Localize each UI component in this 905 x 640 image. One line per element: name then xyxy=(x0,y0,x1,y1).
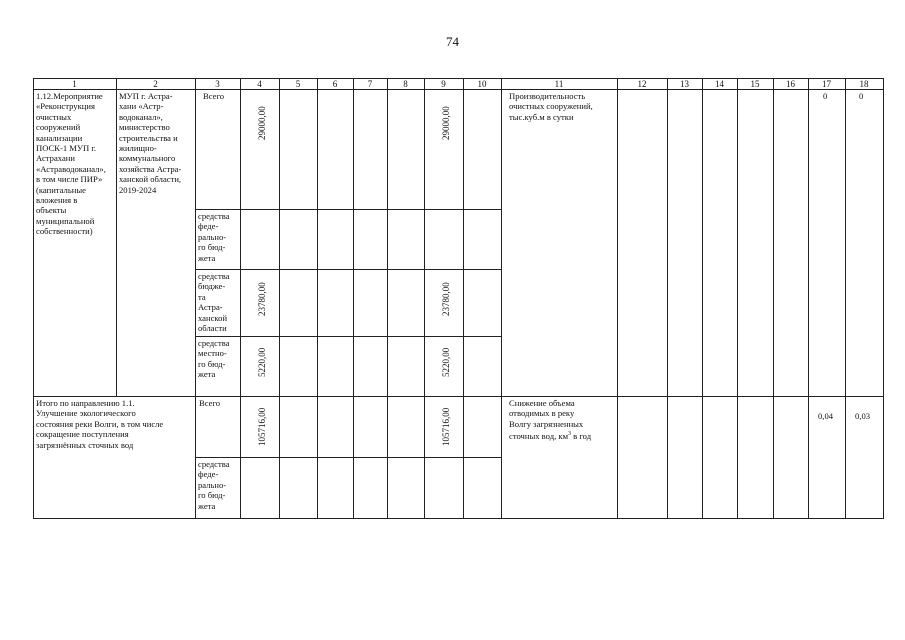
row1-col18: 0 xyxy=(859,91,864,101)
row2-total-col4: 105716,00 xyxy=(257,407,267,446)
col-header-17: 17 xyxy=(822,79,831,89)
col-header-5: 5 xyxy=(295,79,301,89)
col-header-18: 18 xyxy=(859,79,869,89)
row1-total-col4: 29000,00 xyxy=(257,106,267,140)
col-header-16: 16 xyxy=(786,79,795,89)
source-federal-label: средства феде- рально- го бюд- жета xyxy=(198,211,230,263)
col-header-1: 1 xyxy=(72,79,77,89)
col-header-4: 4 xyxy=(257,79,262,89)
col-header-9: 9 xyxy=(441,79,446,89)
row1-local-col4: 5220,00 xyxy=(257,347,267,377)
col-header-11: 11 xyxy=(554,79,564,89)
source-local-label: средства местно- го бюд- жета xyxy=(198,338,230,380)
row1-regional-col9: 23780,00 xyxy=(441,282,451,316)
row2-source-total-label: Всего xyxy=(199,398,221,408)
row2-indicator: Снижение объема отводимых в реку Волгу загрязненных сточных вод, $км^3$ в год xyxy=(509,398,592,442)
row2-col18: 0,03 xyxy=(855,411,871,421)
row2-col17: 0,04 xyxy=(818,411,834,421)
col-header-14: 14 xyxy=(715,79,724,89)
event-description: 1.12.Мероприятие «Реконструкция очистных сооружений канализации ПОСК-1 МУП г. Астрахани «Астраводоканал», в том числе ПИР» (капитальные вложения в объекты муниципальной собственности) xyxy=(36,91,106,237)
row1-regional-col4: 23780,00 xyxy=(257,282,267,316)
row1-total-col9: 29000,00 xyxy=(441,106,451,140)
row1-indicator: Производительность очистных сооружений, тыс.куб.м в сутки xyxy=(509,91,593,122)
source-regional-label: средства бюдже- та Астра- ханской области xyxy=(198,271,230,334)
col-header-2: 2 xyxy=(153,79,158,89)
row2-total-col9: 105716,00 xyxy=(441,407,451,446)
row2-source-federal-label: средства феде- рально- го бюд- жета xyxy=(198,459,230,511)
row1-local-col9: 5220,00 xyxy=(441,347,451,377)
col-header-3: 3 xyxy=(215,79,220,89)
col-header-6: 6 xyxy=(332,79,338,89)
col-header-8: 8 xyxy=(403,79,408,89)
col-header-12: 12 xyxy=(637,79,647,89)
col-header-7: 7 xyxy=(367,79,373,89)
row1-col17: 0 xyxy=(823,91,828,101)
col-header-10: 10 xyxy=(477,79,487,89)
direction-total-title: Итого по направлению 1.1. Улучшение экологического состояния реки Волги, в том числе сокращение поступления загрязнённых сточных вод xyxy=(36,398,164,450)
page-number: 74 xyxy=(446,34,459,49)
col-header-15: 15 xyxy=(750,79,760,89)
col-header-13: 13 xyxy=(680,79,689,89)
source-total-label: Всего xyxy=(203,91,225,101)
executor-description: МУП г. Астра- хани «Астр- водоканал», министерство строительства и жилищно- коммунального хозяйства Астра- ханской области, 2019-2024 xyxy=(119,91,182,195)
